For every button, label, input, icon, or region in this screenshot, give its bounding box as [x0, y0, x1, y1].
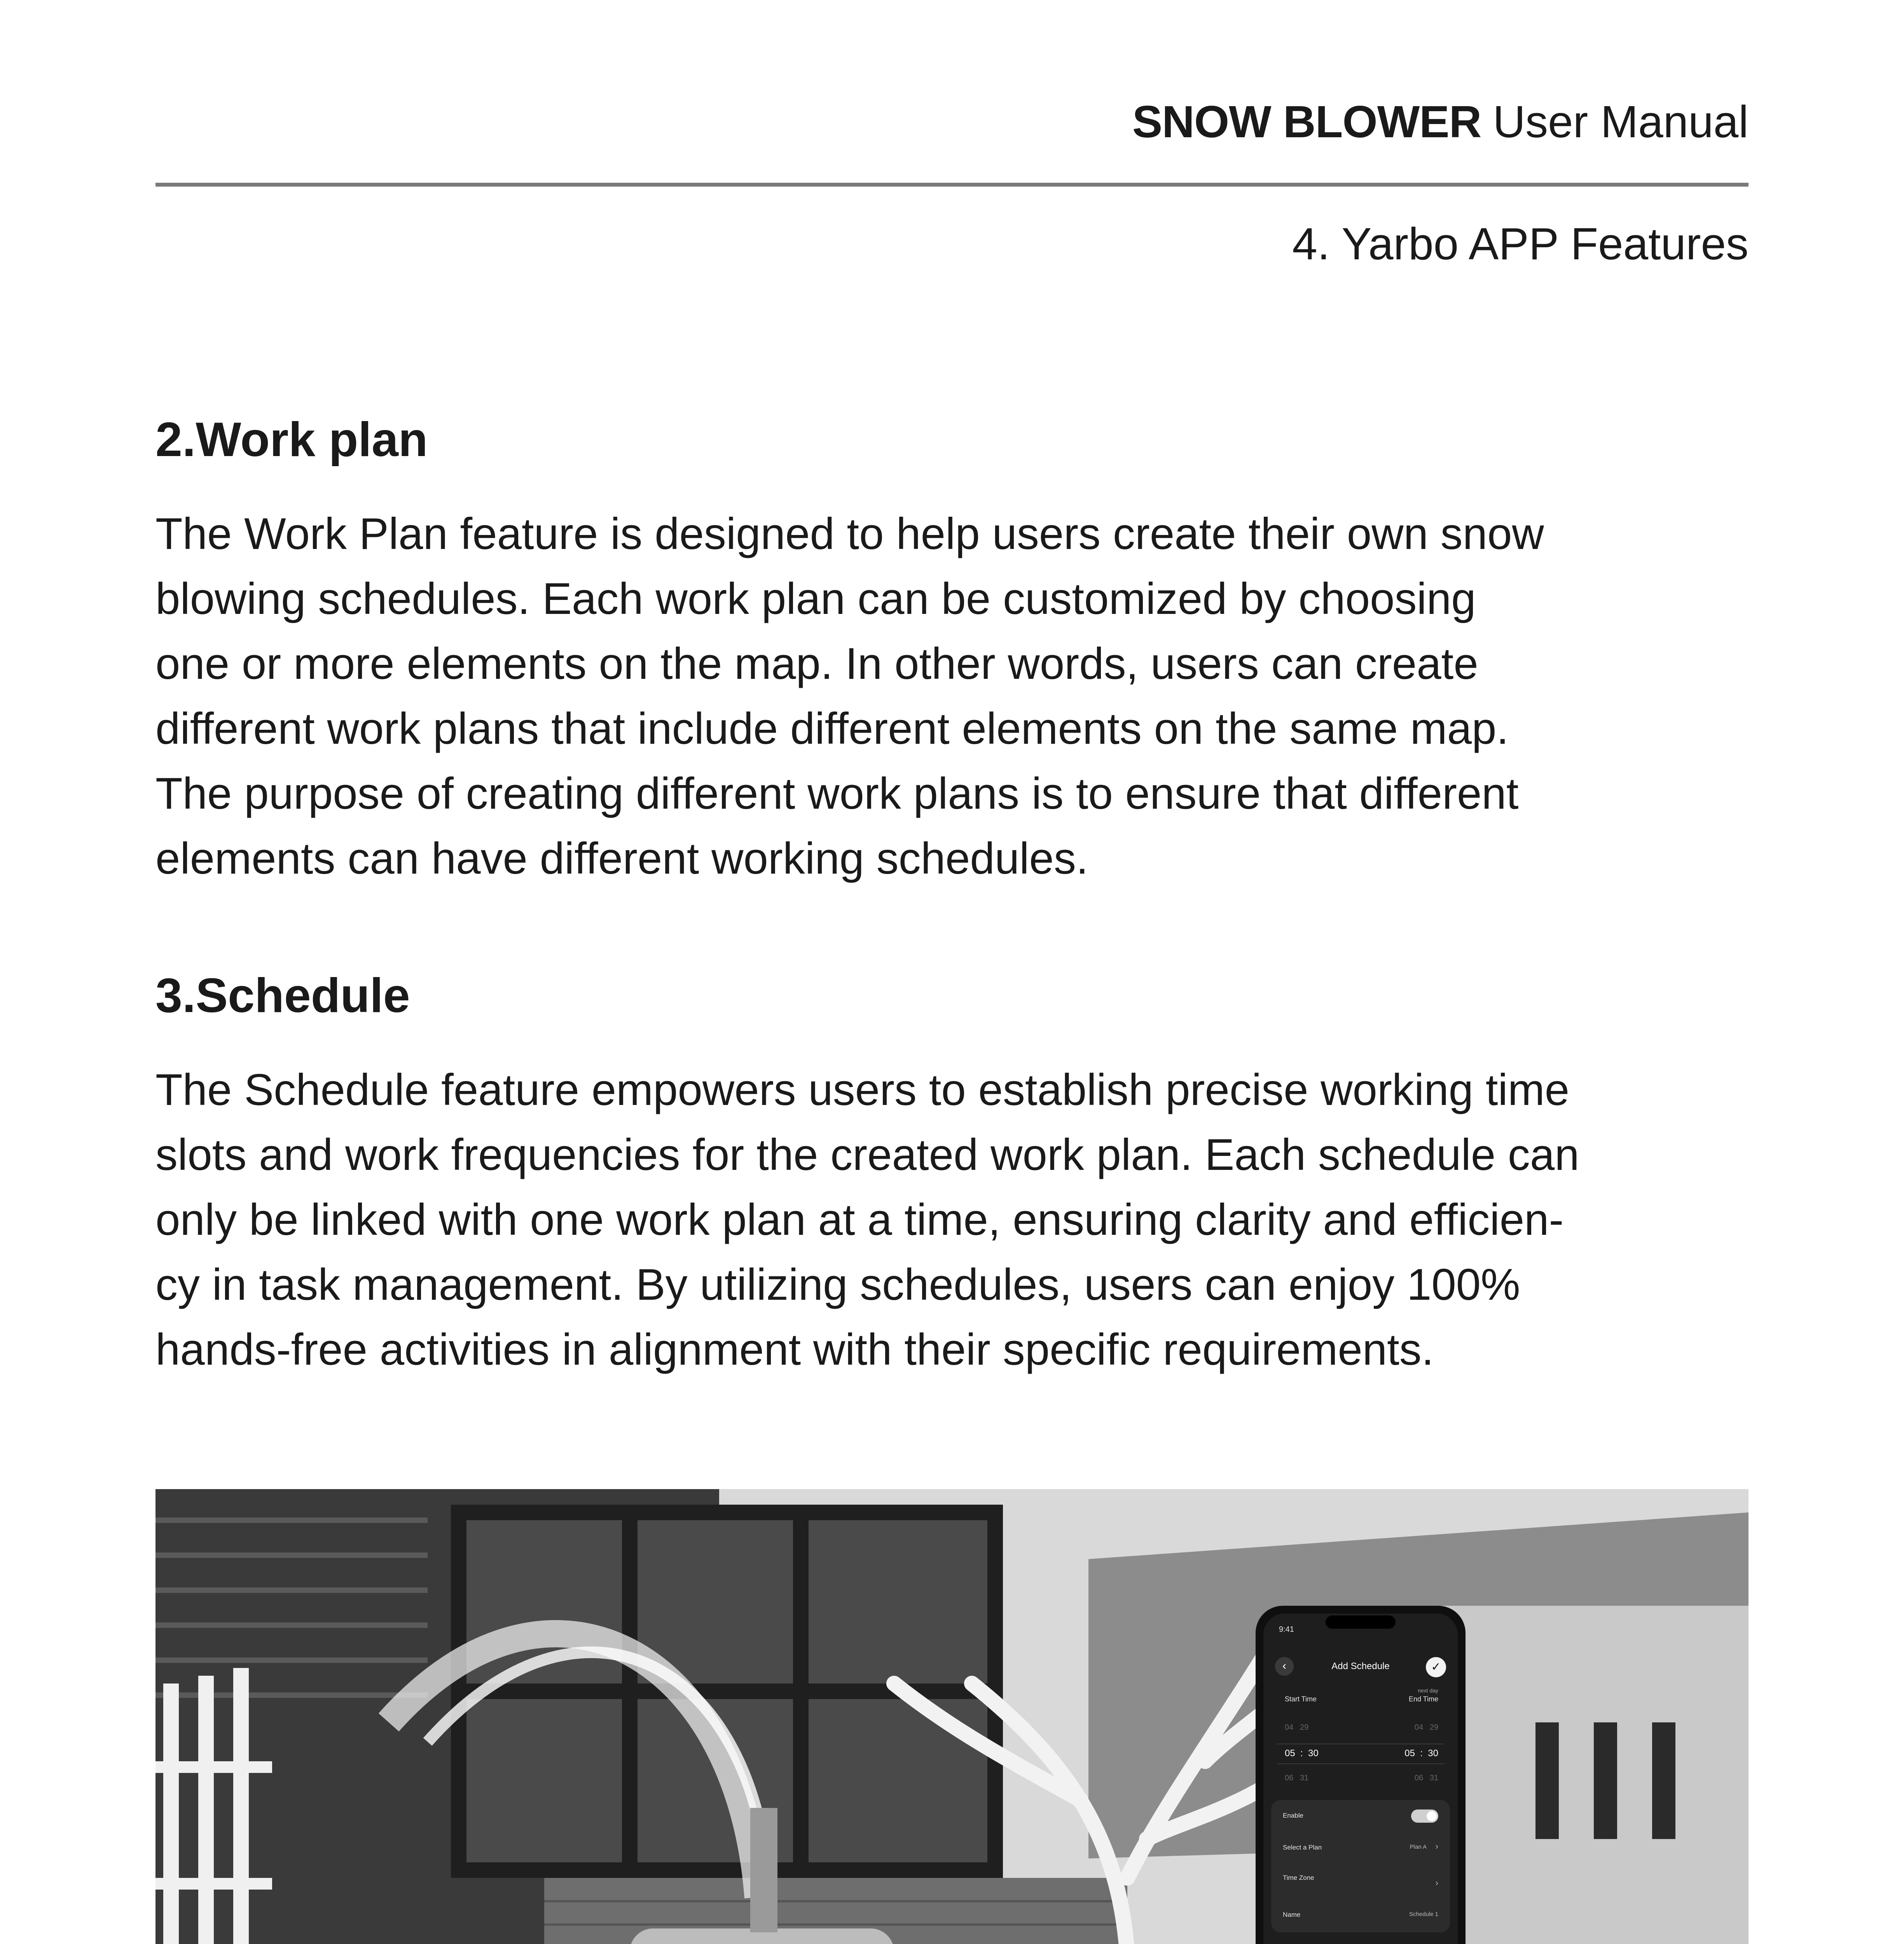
chevron-right-icon: ›	[1435, 1841, 1438, 1851]
name-label: Name	[1283, 1911, 1301, 1918]
end-time-label: End Time	[1408, 1695, 1438, 1703]
paragraph-line: slots and work frequencies for the created work plan. Each schedule can	[155, 1130, 1579, 1180]
paragraph-line: The purpose of creating different work plans is to ensure that different	[155, 769, 1519, 818]
paragraph-line: elements can have different working schedules.	[155, 834, 1088, 883]
header-doc-title: User Manual	[1493, 96, 1749, 147]
paragraph-line: different work plans that include different elements on the same map.	[155, 704, 1509, 753]
start-next: 06 31	[1285, 1774, 1309, 1782]
paragraph-line: hands-free activities in alignment with their specific requirements.	[155, 1325, 1434, 1374]
paragraph-line: blowing schedules. Each work plan can be customized by choosing	[155, 574, 1476, 624]
settings-card	[1271, 1800, 1450, 1932]
paragraph-line: one or more elements on the map. In other words, users can create	[155, 639, 1478, 689]
back-icon[interactable]: ‹	[1275, 1657, 1294, 1676]
header-brand: SNOW BLOWER	[1132, 96, 1481, 147]
start-time-label: Start Time	[1285, 1695, 1317, 1703]
illustration-scene	[155, 1489, 1749, 1944]
page-header	[1132, 96, 1749, 147]
section-label: 4. Yarbo APP Features	[1292, 219, 1749, 269]
phone-screen	[1263, 1614, 1458, 1944]
start-time-picker[interactable]: 05 : 30	[1285, 1748, 1319, 1759]
chevron-right-icon[interactable]: ›	[1435, 1878, 1438, 1888]
paragraph-line: cy in task management. By utilizing schedules, users can enjoy 100%	[155, 1260, 1520, 1309]
screen-title: Add Schedule	[1331, 1661, 1390, 1671]
schedule-heading: 3.Schedule	[155, 969, 410, 1023]
schedule-paragraph	[155, 1058, 1749, 1382]
snow-blower-illustration	[155, 1489, 1749, 1944]
plan-label: Select a Plan	[1283, 1844, 1322, 1851]
enable-toggle[interactable]	[1411, 1809, 1438, 1823]
timezone-label: Time Zone	[1283, 1874, 1314, 1881]
paragraph-line: The Work Plan feature is designed to help users create their own snow	[155, 509, 1544, 559]
paragraph-line: only be linked with one work plan at a time, ensuring clarity and efficien-	[155, 1195, 1564, 1245]
status-time: 9:41	[1279, 1625, 1294, 1634]
end-time-picker[interactable]: 05 : 30	[1404, 1748, 1438, 1759]
confirm-icon[interactable]: ✓	[1426, 1657, 1446, 1677]
start-prev: 04 29	[1285, 1723, 1309, 1732]
header-divider	[155, 183, 1749, 187]
plan-select[interactable]: Plan A	[1410, 1844, 1427, 1850]
next-day-note: next day	[1418, 1687, 1438, 1694]
end-prev: 04 29	[1414, 1723, 1438, 1732]
end-next: 06 31	[1414, 1774, 1438, 1782]
work-plan-heading: 2.Work plan	[155, 413, 428, 467]
enable-label: Enable	[1283, 1812, 1303, 1819]
paragraph-line: The Schedule feature empowers users to establish precise working time	[155, 1065, 1570, 1115]
work-plan-paragraph	[155, 502, 1749, 891]
name-value[interactable]: Schedule 1	[1409, 1911, 1438, 1918]
